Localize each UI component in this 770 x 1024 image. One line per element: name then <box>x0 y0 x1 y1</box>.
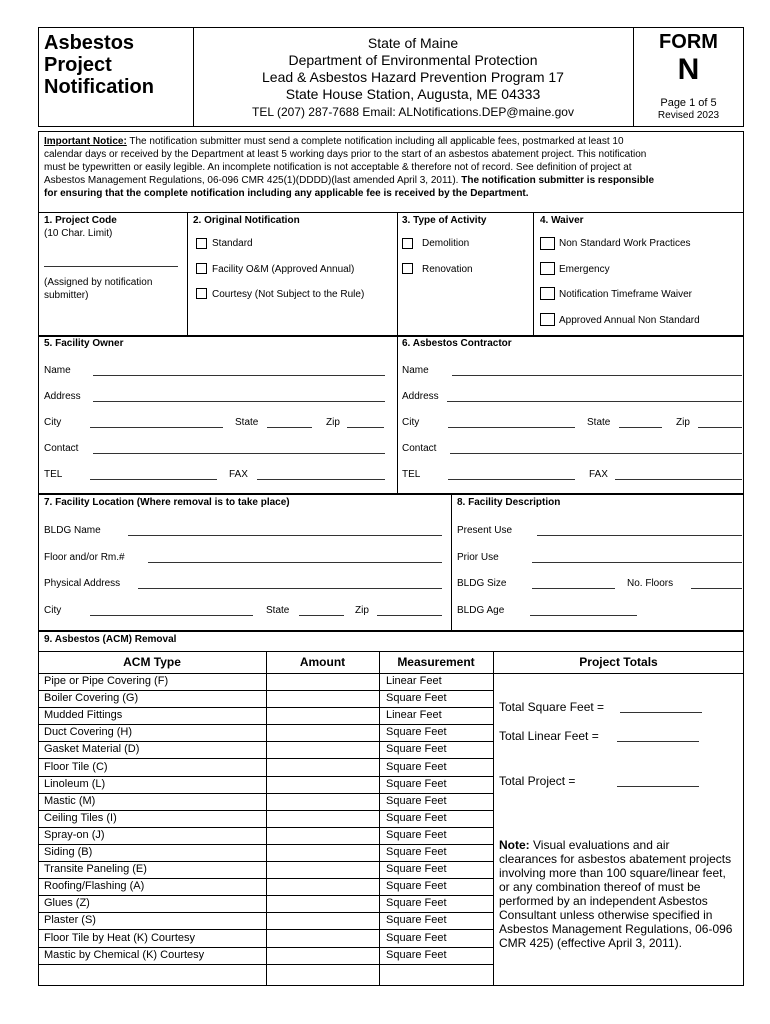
acm-type-cell: Linoleum (L) <box>44 777 106 790</box>
table-row <box>39 810 493 828</box>
table-row <box>39 895 493 913</box>
bldg-size-label: BLDG Size <box>457 578 507 589</box>
divider <box>397 212 398 336</box>
option-timeframe: Notification Timeframe Waiver <box>559 289 692 300</box>
measurement-cell: Square Feet <box>386 811 447 824</box>
s1-title: 1. Project Code <box>44 215 117 226</box>
measurement-cell: Square Feet <box>386 863 447 876</box>
contractor-contact-field[interactable] <box>450 453 742 454</box>
measurement-cell: Linear Feet <box>386 675 442 687</box>
owner-name-field[interactable] <box>93 375 385 376</box>
note-text: involving more than 100 square/linear feet, <box>499 866 726 880</box>
s7-title: 7. Facility Location (Where removal is to take place) <box>44 497 290 508</box>
header-project-totals: Project Totals <box>579 655 658 669</box>
notice-line-1 <box>44 136 624 148</box>
amount-cell[interactable] <box>267 914 380 927</box>
option-annual-non-standard: Approved Annual Non Standard <box>559 315 700 326</box>
table-row <box>39 690 493 708</box>
total-square-feet-field[interactable] <box>620 712 702 713</box>
contractor-city-field[interactable] <box>448 427 575 428</box>
total-linear-feet-field[interactable] <box>617 741 699 742</box>
owner-city-field[interactable] <box>90 427 223 428</box>
acm-type-cell: Glues (Z) <box>44 897 90 910</box>
note-text: CMR 425) (effective April 3, 2011). <box>499 936 682 950</box>
contractor-name-field[interactable] <box>452 375 742 376</box>
amount-cell[interactable] <box>267 692 380 705</box>
form-title-line: Asbestos <box>44 32 135 54</box>
amount-cell[interactable] <box>267 880 380 893</box>
note-line-1 <box>499 838 670 852</box>
contractor-contact-label: Contact <box>402 443 437 454</box>
measurement-cell: Square Feet <box>386 777 447 790</box>
measurement-cell: Square Feet <box>386 743 447 756</box>
notice-heading: Important Notice: <box>44 136 127 147</box>
option-courtesy: Courtesy (Not Subject to the Rule) <box>212 289 365 300</box>
table-row <box>39 827 493 845</box>
acm-type-cell: Spray-on (J) <box>44 828 105 841</box>
owner-tel-field[interactable] <box>90 479 217 480</box>
contractor-state-label: State <box>587 417 611 428</box>
owner-city-label: City <box>44 417 62 428</box>
agency-contact: TEL (207) 287-7688 Email: ALNotifications.DEP@maine.gov <box>252 105 574 119</box>
notice-text: Asbestos Management Regulations, 06-096 CMR 425(1)(DDDD)(last amended April 3, 2011). <box>44 175 462 186</box>
agency-line: State House Station, Augusta, ME 04333 <box>285 86 541 102</box>
form-title-line: Notification <box>44 76 154 98</box>
floor-field[interactable] <box>148 562 442 563</box>
amount-cell[interactable] <box>267 932 380 945</box>
note-text: or any combination thereof of must be <box>499 880 701 894</box>
notice-text: The notification submitter must send a complete notification including all applicable fees, postmarked at least 10 <box>126 136 624 147</box>
owner-state-field[interactable] <box>267 427 312 428</box>
table-row <box>39 844 493 862</box>
table-row <box>39 759 493 777</box>
total-project-field[interactable] <box>617 786 699 787</box>
contractor-fax-label: FAX <box>589 469 608 480</box>
s4-title: 4. Waiver <box>540 215 584 226</box>
option-emergency: Emergency <box>559 264 610 275</box>
measurement-cell: Square Feet <box>386 794 447 807</box>
owner-contact-field[interactable] <box>93 453 385 454</box>
note-text: performed by an independent Asbestos <box>499 894 708 908</box>
amount-cell[interactable] <box>267 709 380 722</box>
floors-field[interactable] <box>691 588 742 589</box>
physical-address-label: Physical Address <box>44 578 121 589</box>
amount-cell[interactable] <box>267 726 380 739</box>
owner-address-label: Address <box>44 391 81 402</box>
note-text: clearances for asbestos abatement projects <box>499 852 732 866</box>
amount-cell[interactable] <box>267 949 380 962</box>
measurement-cell: Square Feet <box>386 726 447 739</box>
checkbox-annual-non-standard[interactable] <box>540 313 555 326</box>
form-title-line: Project <box>44 54 112 76</box>
checkbox-courtesy[interactable] <box>196 288 207 299</box>
form-label: FORM <box>659 31 718 53</box>
notice-text: must be typewritten or easily legible. An incomplete notification is not acceptable & therefore not of record. See definition of project at <box>44 162 632 173</box>
checkbox-standard[interactable] <box>196 238 207 249</box>
s3-title: 3. Type of Activity <box>402 215 487 226</box>
checkbox-renovation[interactable] <box>402 263 413 274</box>
owner-state-label: State <box>235 417 259 428</box>
contractor-state-field[interactable] <box>619 427 662 428</box>
contractor-address-label: Address <box>402 391 439 402</box>
prior-use-field[interactable] <box>532 562 742 563</box>
checkbox-timeframe[interactable] <box>540 287 555 300</box>
revised-date: Revised 2023 <box>657 110 720 121</box>
acm-type-cell: Duct Covering (H) <box>44 726 133 739</box>
location-city-label: City <box>44 605 62 616</box>
acm-type-cell: Mudded Fittings <box>44 709 123 722</box>
agency-line: Department of Environmental Protection <box>288 52 538 68</box>
amount-cell[interactable] <box>267 863 380 876</box>
measurement-cell: Square Feet <box>386 828 447 841</box>
project-code-field[interactable] <box>44 266 178 267</box>
table-row <box>39 947 493 965</box>
table-row <box>39 878 493 896</box>
table-row <box>39 930 493 948</box>
notice-text: calendar days or received by the Department at least 5 working days prior to the start of an asbestos abatement project. This notification <box>44 149 647 160</box>
acm-type-cell: Siding (B) <box>44 846 93 858</box>
amount-cell[interactable] <box>267 675 380 688</box>
measurement-cell: Square Feet <box>386 914 447 927</box>
contractor-city-label: City <box>402 417 420 428</box>
present-use-field[interactable] <box>537 535 742 536</box>
measurement-cell: Square Feet <box>386 760 447 773</box>
s1-sub: (10 Char. Limit) <box>44 228 113 239</box>
amount-cell[interactable] <box>267 795 380 808</box>
owner-fax-label: FAX <box>229 469 248 480</box>
note-text: Visual evaluations and air <box>529 838 670 852</box>
measurement-cell: Square Feet <box>386 948 447 961</box>
s1-assigned: submitter) <box>44 290 89 301</box>
sections-5-6-box <box>38 336 744 494</box>
form-letter: N <box>677 53 700 86</box>
contractor-fax-field[interactable] <box>615 479 742 480</box>
owner-name-label: Name <box>44 365 71 376</box>
owner-zip-label: Zip <box>326 417 340 428</box>
option-renovation: Renovation <box>422 264 473 275</box>
floor-label: Floor and/or Rm.# <box>44 552 125 563</box>
location-state-field[interactable] <box>299 615 344 616</box>
measurement-cell: Linear Feet <box>386 709 442 722</box>
acm-type-cell: Pipe or Pipe Covering (F) <box>44 675 169 687</box>
measurement-cell: Square Feet <box>386 692 447 705</box>
owner-zip-field[interactable] <box>347 427 384 428</box>
prior-use-label: Prior Use <box>457 552 499 563</box>
amount-cell[interactable] <box>267 761 380 774</box>
divider <box>493 651 494 986</box>
table-row <box>39 793 493 811</box>
divider <box>38 651 744 652</box>
amount-cell[interactable] <box>267 743 380 756</box>
acm-type-cell: Plaster (S) <box>44 914 96 927</box>
acm-type-cell: Transite Paneling (E) <box>44 863 147 876</box>
physical-address-field[interactable] <box>138 588 442 589</box>
acm-type-cell: Mastic by Chemical (K) Courtesy <box>44 948 205 961</box>
s9-title: 9. Asbestos (ACM) Removal <box>44 634 177 645</box>
table-row <box>39 724 493 742</box>
checkbox-emergency[interactable] <box>540 262 555 275</box>
amount-cell[interactable] <box>267 846 380 859</box>
bldg-name-label: BLDG Name <box>44 525 101 536</box>
agency-line: Lead & Asbestos Hazard Prevention Program 17 <box>262 69 564 85</box>
measurement-cell: Square Feet <box>386 880 447 893</box>
checkbox-demolition[interactable] <box>402 238 413 249</box>
bldg-age-label: BLDG Age <box>457 605 505 616</box>
option-non-standard: Non Standard Work Practices <box>559 238 691 249</box>
option-demolition: Demolition <box>422 238 470 249</box>
acm-type-cell: Floor Tile (C) <box>44 760 108 773</box>
total-square-feet-label: Total Square Feet = <box>499 700 605 714</box>
owner-fax-field[interactable] <box>257 479 385 480</box>
contractor-tel-label: TEL <box>402 469 421 480</box>
location-zip-label: Zip <box>355 605 369 616</box>
bldg-name-field[interactable] <box>128 535 442 536</box>
owner-contact-label: Contact <box>44 443 79 454</box>
present-use-label: Present Use <box>457 525 513 536</box>
s8-title: 8. Facility Description <box>457 497 561 508</box>
table-row <box>39 861 493 879</box>
option-standard: Standard <box>212 238 253 249</box>
option-facility-om: Facility O&M (Approved Annual) <box>212 264 355 275</box>
location-city-field[interactable] <box>90 615 253 616</box>
contractor-zip-field[interactable] <box>698 427 742 428</box>
notice-line-4 <box>44 175 654 187</box>
note-label: Note: <box>499 838 530 852</box>
owner-address-field[interactable] <box>93 401 385 402</box>
acm-type-cell: Mastic (M) <box>44 794 96 807</box>
acm-type-cell: Floor Tile by Heat (K) Courtesy <box>44 931 195 944</box>
amount-cell[interactable] <box>267 812 380 825</box>
header-amount: Amount <box>299 655 346 669</box>
measurement-cell: Square Feet <box>386 931 447 944</box>
acm-type-cell: Gasket Material (D) <box>44 743 140 756</box>
table-row <box>39 912 493 930</box>
acm-type-cell: Ceiling Tiles (I) <box>44 811 117 824</box>
checkbox-non-standard[interactable] <box>540 237 555 250</box>
s1-assigned: (Assigned by notification <box>44 277 153 288</box>
table-row <box>39 707 493 725</box>
note-text: Asbestos Management Regulations, 06-096 <box>499 922 733 936</box>
floors-label: No. Floors <box>627 578 674 589</box>
amount-cell[interactable] <box>267 829 380 842</box>
bldg-size-field[interactable] <box>532 588 615 589</box>
amount-cell[interactable] <box>267 778 380 791</box>
total-project-label: Total Project = <box>499 774 576 788</box>
divider <box>451 494 452 631</box>
acm-type-cell: Roofing/Flashing (A) <box>44 880 145 893</box>
s5-title: 5. Facility Owner <box>44 338 124 349</box>
table-row <box>39 673 493 691</box>
divider <box>187 212 188 336</box>
owner-tel-label: TEL <box>44 469 63 480</box>
header-acm-type: ACM Type <box>123 655 181 669</box>
header-measurement: Measurement <box>397 655 475 669</box>
acm-type-cell: Boiler Covering (G) <box>44 692 139 705</box>
contractor-name-label: Name <box>402 365 429 376</box>
notice-bold: for ensuring that the complete notification including any applicable fee is received by the Department. <box>44 188 529 199</box>
bldg-age-field[interactable] <box>530 615 637 616</box>
table-row <box>39 741 493 759</box>
measurement-cell: Square Feet <box>386 846 447 858</box>
total-linear-feet-label: Total Linear Feet = <box>499 729 599 743</box>
checkbox-facility-om[interactable] <box>196 263 207 274</box>
contractor-tel-field[interactable] <box>448 479 575 480</box>
s2-title: 2. Original Notification <box>193 215 300 226</box>
s6-title: 6. Asbestos Contractor <box>402 338 512 349</box>
divider <box>533 212 534 336</box>
divider <box>397 336 398 494</box>
notice-bold: The notification submitter is responsible <box>461 175 655 186</box>
contractor-zip-label: Zip <box>676 417 690 428</box>
location-zip-field[interactable] <box>377 615 442 616</box>
measurement-cell: Square Feet <box>386 897 447 910</box>
contractor-address-field[interactable] <box>447 401 742 402</box>
agency-line: State of Maine <box>367 35 459 51</box>
page-number: Page 1 of 5 <box>660 97 717 109</box>
location-state-label: State <box>266 605 290 616</box>
amount-cell[interactable] <box>267 897 380 910</box>
table-row <box>39 776 493 794</box>
note-text: Consultant unless otherwise specified in <box>499 908 713 922</box>
